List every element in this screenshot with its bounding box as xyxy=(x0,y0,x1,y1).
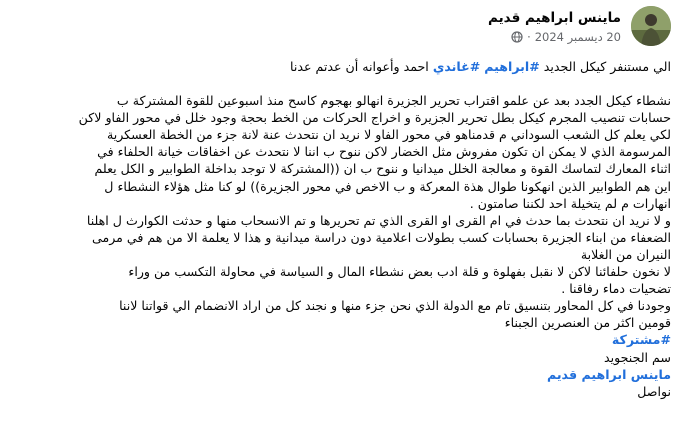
paragraph-gap xyxy=(10,75,671,92)
post-line: انهارات م لم يتخيلة احد لكننا صامتون . xyxy=(469,195,671,211)
hashtag-ghandi[interactable]: #غاندي xyxy=(432,59,481,74)
meta-separator: · xyxy=(527,30,531,44)
post-meta xyxy=(511,30,621,44)
post-line: سم الجنجويد xyxy=(604,349,671,365)
post-line: و لا نريد ان نتحدث بما حدث في ام القرى او القرى الذي تم تحريرها و تم الانسحاب منها و حدثت الكوارث ل اهلنا xyxy=(86,212,671,228)
post-line: المرسومة الذي لا يمكن ان تكون مفروش مثل الخضار لاكن ننوح ب اننا لا نتحدث عن اخفاقات خيانة الحلفاء في xyxy=(97,144,671,160)
avatar[interactable] xyxy=(631,6,671,46)
post-date[interactable]: 20 ديسمبر 2024 xyxy=(534,30,621,44)
globe-icon xyxy=(511,31,523,43)
post-line: تضحيات دماء رفاقنا . xyxy=(561,281,671,297)
post-line: حسابات تنصيب المجرم كيكل بطل تحرير الجزيرة و اخراج الحركات من الخط بحجة وجود خلل في محور الفاو لاكن xyxy=(78,110,671,126)
author-name[interactable]: ماينس ابراهيم قديم xyxy=(488,10,621,26)
post-line: لكي يعلم كل الشعب السوداني م قدمناهو في محور الفاو لا نريد ان نتحدث عنة لانة جزء من الخطة العسكرية xyxy=(106,127,671,143)
hashtag-mushtaraka[interactable]: #مشتركة xyxy=(611,332,671,348)
post-line: الضعفاء من ابناء الجزيرة بحسابات كسب بطولات اعلامية دون دراسة ميدانية و هذا لا يعلمة الا من هم في مرمى xyxy=(91,229,671,245)
text-segment: احمد وأعوانه أن عدتم عدنا xyxy=(290,59,433,74)
hashtag-ibrahim[interactable]: #ابراهيم xyxy=(484,59,540,74)
post-line: وجودنا في كل المحاور بتنسيق تام مع الدولة الذي نحن جزء منها و نجند كل من اراد الانضمام الي قواتنا لاننا xyxy=(119,298,671,314)
user-mention[interactable]: ماينس ابراهيم قديم xyxy=(546,366,671,382)
post-line: نشطاء كيكل الجدد بعد عن علمو اقتراب تحرير الجزيرة انهالو بهجوم كاسح منذ اسبوعين للقوة المشتركة ب xyxy=(116,93,671,109)
post-body xyxy=(10,58,671,400)
closing-tag-line xyxy=(10,331,671,348)
post-header xyxy=(10,6,671,50)
post-line: النيران من الغلابة xyxy=(580,246,671,262)
post-line: نواصل xyxy=(637,383,671,399)
post-line: اثناء المعارك لتماسك القوة و معالجة الخلل ميدانيا و ننوح ب ان ((المشتركة لا توجد بداخلة الطوابير و الكل يعلم xyxy=(94,161,671,177)
post-line: لا نخون حلفائنا لاكن لا نقبل بفهلوة و قلة ادب بعض نشطاء المال و السياسة في محاولة التكسب من وراء xyxy=(128,264,671,280)
mention-line xyxy=(10,366,671,383)
post-line: اين هم الطوابير الذين انهكونا طوال هذة المعركة و ب الاخص في محور الجزيرة)) لو كنا مثل هؤلاء النشطاء ل xyxy=(104,178,671,194)
text-segment: الي مستنفر كيكل الجديد xyxy=(539,59,671,74)
post-first-line xyxy=(10,58,671,75)
post-line: قومين اكثر من العنصرين الجبناء xyxy=(504,315,671,331)
